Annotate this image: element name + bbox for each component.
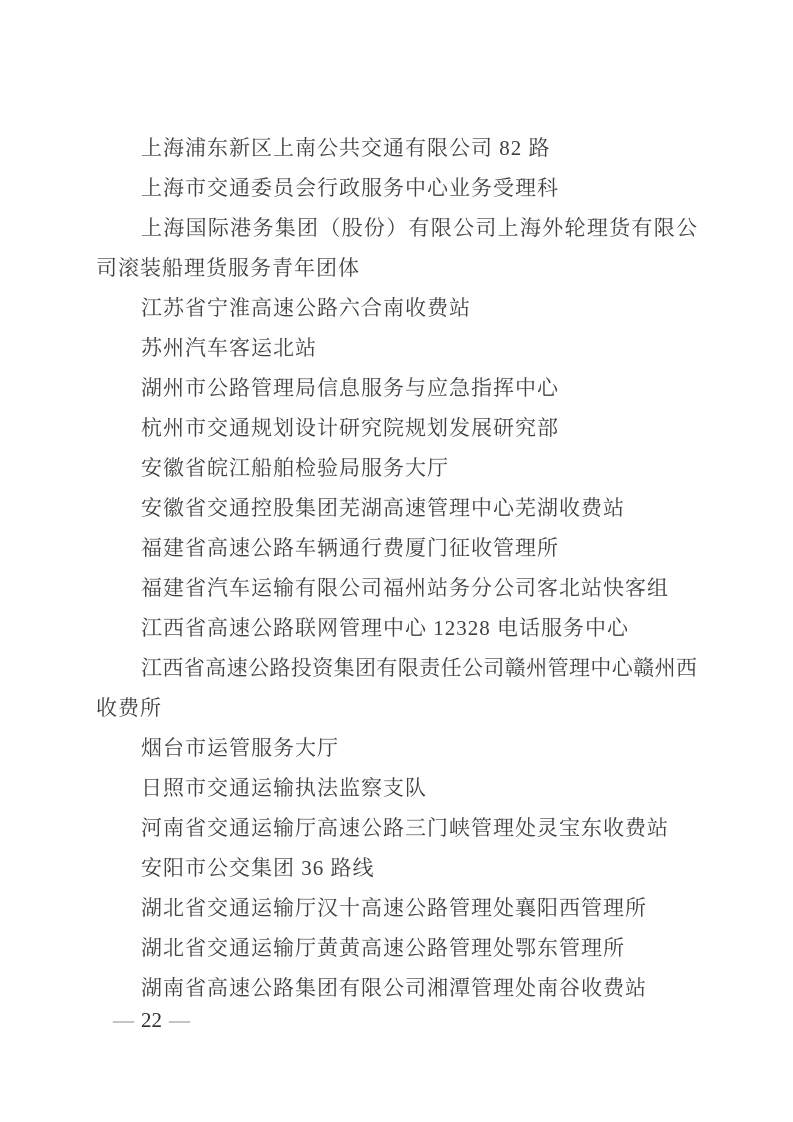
page-number-value: 22 <box>141 1008 162 1032</box>
document-line: 上海国际港务集团（股份）有限公司上海外轮理货有限公 <box>141 216 697 240</box>
document-line: 福建省高速公路车辆通行费厦门征收管理所 <box>141 536 559 560</box>
document-line: 湖南省高速公路集团有限公司湘潭管理处南谷收费站 <box>141 976 647 1000</box>
document-line: 杭州市交通规划设计研究院规划发展研究部 <box>141 416 559 440</box>
document-line: 司滚装船理货服务青年团体 <box>96 256 360 280</box>
document-line: 河南省交通运输厅高速公路三门峡管理处灵宝东收费站 <box>141 816 669 840</box>
document-line: 日照市交通运输执法监察支队 <box>141 776 427 800</box>
page-number-dash-right: — <box>169 1008 190 1032</box>
page-number-dash-left: — <box>113 1008 134 1032</box>
text-block <box>96 128 697 1008</box>
document-line: 安徽省交通控股集团芜湖高速管理中心芜湖收费站 <box>141 496 625 520</box>
document-line: 安徽省皖江船舶检验局服务大厅 <box>141 456 449 480</box>
document-line: 安阳市公交集团 36 路线 <box>141 856 375 880</box>
document-line: 收费所 <box>96 696 162 720</box>
document-line: 烟台市运管服务大厅 <box>141 736 339 760</box>
document-line: 苏州汽车客运北站 <box>141 336 317 360</box>
document-line: 湖北省交通运输厅黄黄高速公路管理处鄂东管理所 <box>141 936 625 960</box>
document-line: 湖州市公路管理局信息服务与应急指挥中心 <box>141 376 559 400</box>
document-line: 湖北省交通运输厅汉十高速公路管理处襄阳西管理所 <box>141 896 647 920</box>
page-number <box>113 1002 190 1038</box>
document-line: 上海浦东新区上南公共交通有限公司 82 路 <box>141 136 551 160</box>
document-line: 上海市交通委员会行政服务中心业务受理科 <box>141 176 559 200</box>
document-line: 江西省高速公路投资集团有限责任公司赣州管理中心赣州西 <box>141 656 697 680</box>
document-line: 江西省高速公路联网管理中心 12328 电话服务中心 <box>141 616 629 640</box>
document-line: 江苏省宁淮高速公路六合南收费站 <box>141 296 471 320</box>
document-line: 福建省汽车运输有限公司福州站务分公司客北站快客组 <box>141 576 669 600</box>
